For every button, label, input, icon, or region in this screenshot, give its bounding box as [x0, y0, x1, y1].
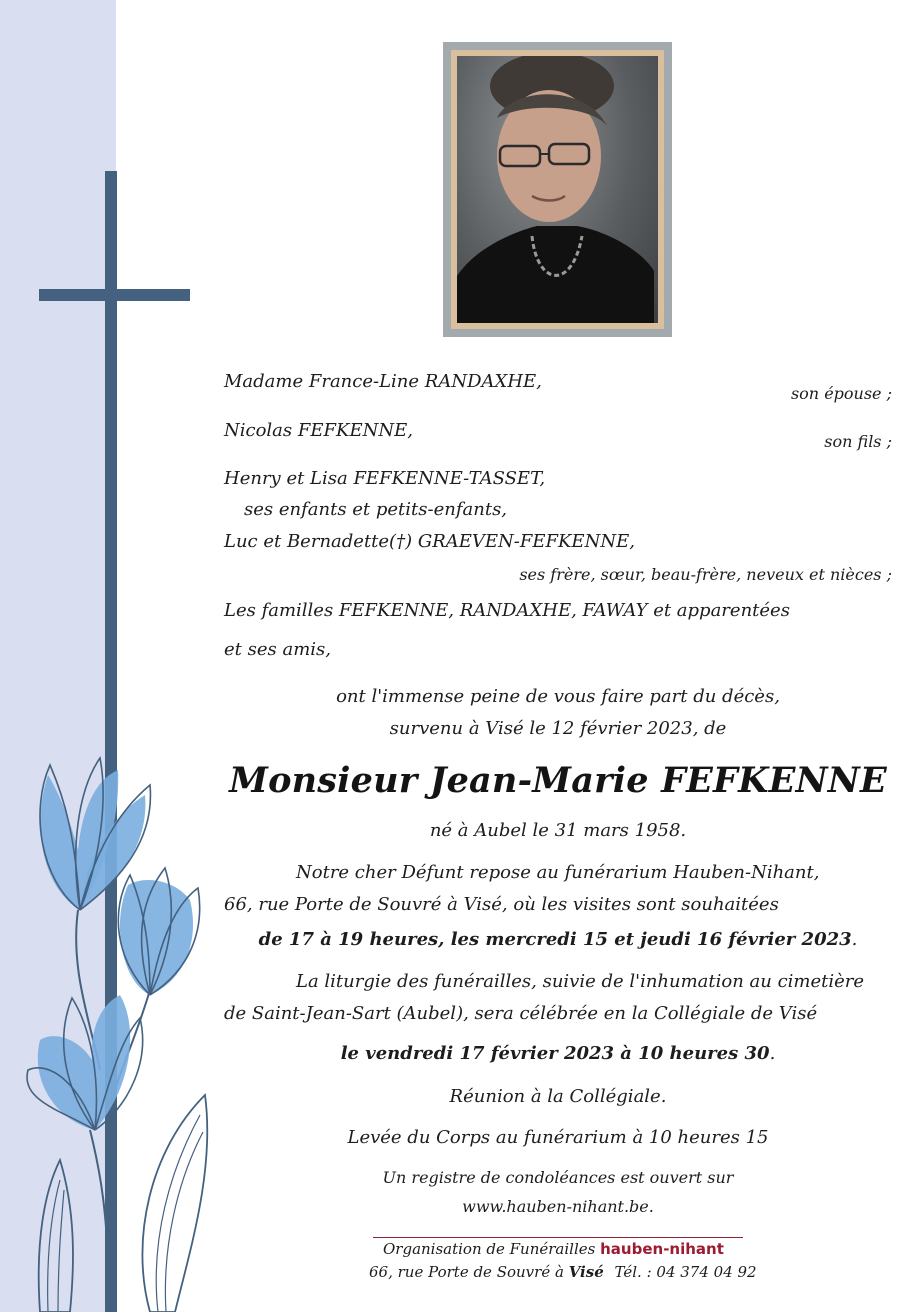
son-relation: son fils ; [824, 432, 892, 451]
condolences-line-1: Un registre de condoléances est ouvert sur [382, 1168, 734, 1187]
spouse-relation: son épouse ; [790, 384, 892, 403]
visitation-schedule-end: . [851, 929, 858, 950]
announcement-line-2: survenu à Visé le 12 février 2023, de [389, 718, 727, 739]
condolences-website[interactable]: www.hauben-nihant.be. [462, 1197, 654, 1216]
footer-phone: Tél. : 04 374 04 92 [614, 1263, 757, 1281]
footer-address [369, 1263, 757, 1282]
deceased-name: Monsieur Jean-Marie FEFKENNE [229, 760, 887, 801]
birth-line: né à Aubel le 31 mars 1958. [429, 820, 687, 841]
footer-organisation-label: Organisation de Funérailles [383, 1240, 596, 1258]
footer-organisation [383, 1240, 724, 1259]
footer-divider [373, 1237, 743, 1238]
tulip-flowers-icon [0, 740, 230, 1312]
couple-1-name: Henry et Lisa FEFKENNE-TASSET, [224, 468, 546, 489]
families-line: Les familles FEFKENNE, RANDAXHE, FAWAY et apparentées [224, 600, 790, 621]
funeral-date-time [220, 1043, 896, 1065]
son-name: Nicolas FEFKENNE, [224, 420, 413, 441]
siblings-relation: ses frère, sœur, beau-frère, neveux et nièces ; [519, 565, 892, 584]
portrait-photo [457, 56, 658, 323]
cross-icon-horizontal-beam [39, 289, 190, 301]
portrait-frame [443, 42, 672, 337]
couple-2-name: Luc et Bernadette(†) GRAEVEN-FEFKENNE, [224, 531, 635, 552]
footer-brand: hauben-nihant [600, 1240, 724, 1258]
footer-address-prefix: 66, rue Porte de Souvré à [369, 1263, 564, 1281]
funeral-date-time-end: . [769, 1043, 776, 1064]
portrait-person-icon [457, 56, 654, 323]
footer-address-city: Visé [568, 1263, 604, 1281]
couple-1-children: ses enfants et petits-enfants, [244, 499, 508, 520]
friends-line: et ses amis, [224, 639, 331, 660]
funeral-date-time-text: le vendredi 17 février 2023 à 10 heures 30 [340, 1043, 770, 1064]
funeral-meeting: Réunion à la Collégiale. [449, 1086, 667, 1107]
spouse-name: Madame France-Line RANDAXHE, [224, 371, 542, 392]
visitation-schedule [220, 929, 896, 951]
funeral-line-1: La liturgie des funérailles, suivie de l'inhumation au cimetière [296, 971, 865, 992]
funeral-procession: Levée du Corps au funérarium à 10 heures 15 [347, 1127, 769, 1148]
visitation-schedule-text: de 17 à 19 heures, les mercredi 15 et jeudi 16 février 2023 [258, 929, 852, 950]
funeral-line-2: de Saint-Jean-Sart (Aubel), sera célébrée en la Collégiale de Visé [224, 1003, 818, 1024]
visitation-line-1: Notre cher Défunt repose au funérarium Hauben-Nihant, [296, 862, 820, 883]
announcement-line-1: ont l'immense peine de vous faire part du décès, [336, 686, 780, 707]
visitation-line-2: 66, rue Porte de Souvré à Visé, où les visites sont souhaitées [224, 894, 779, 915]
portrait-mat [451, 50, 664, 329]
